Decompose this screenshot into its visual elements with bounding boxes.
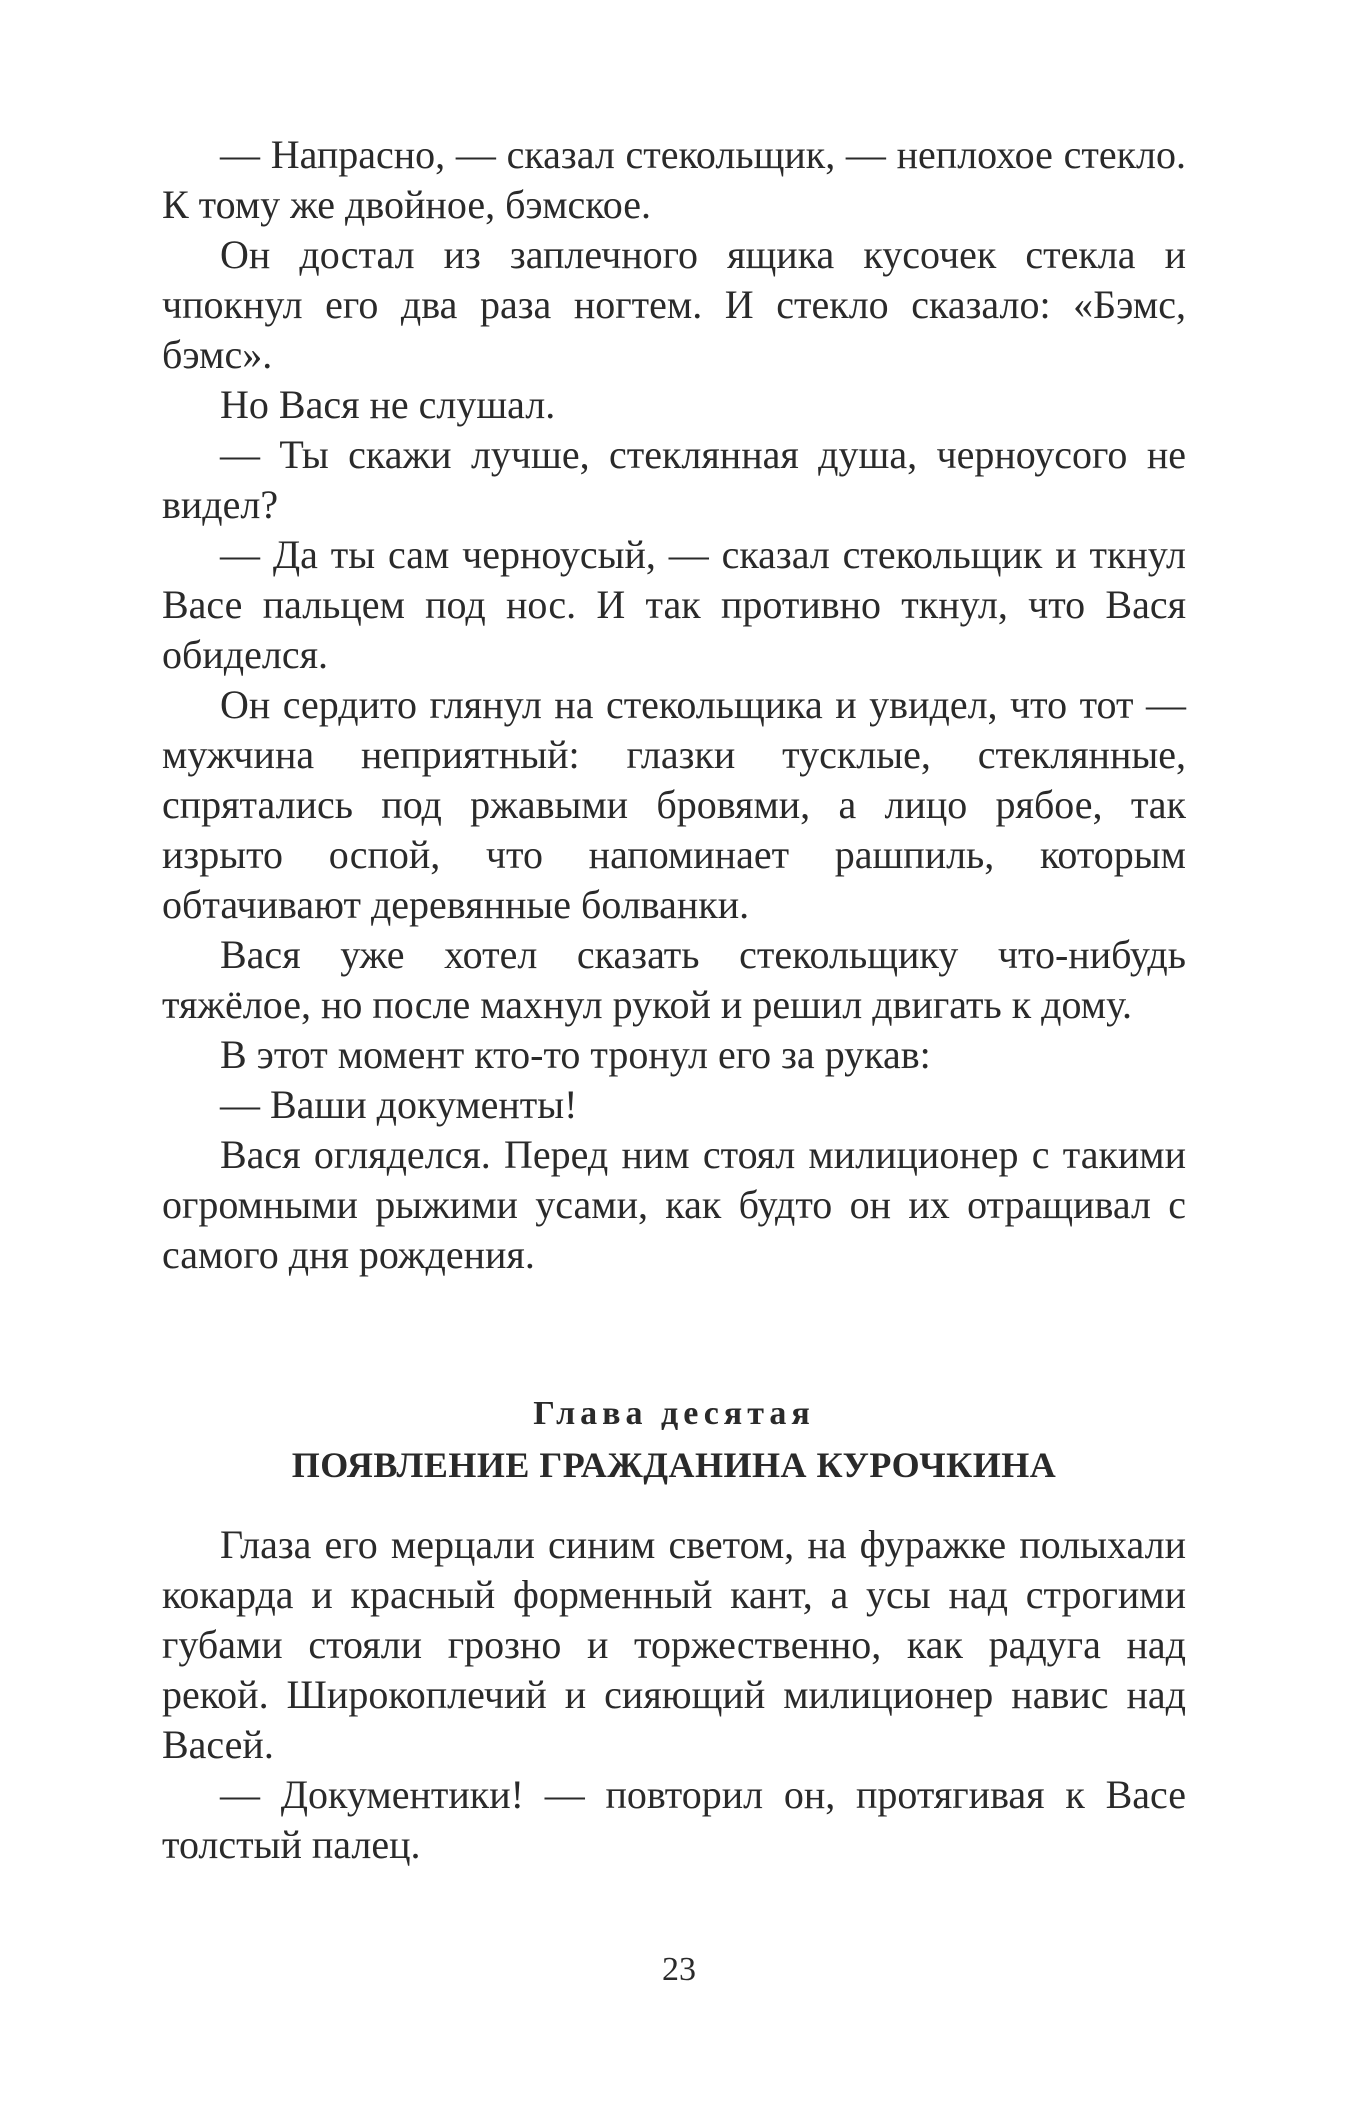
page-number: 23	[662, 1951, 696, 1988]
paragraph: В этот момент кто-то тронул его за рукав:	[220, 1032, 931, 1077]
paragraph: Вася огляделся. Перед ним стоял милиционер с такими огромными рыжими усами, как будто он их отращивал с самого дня рождения.	[162, 1132, 1186, 1277]
page-text	[162, 130, 1186, 1870]
paragraph: — Ты скажи лучше, стеклянная душа, черноусого не видел?	[162, 432, 1186, 527]
paragraph: — Документики! — повторил он, протягивая к Васе толстый палец.	[162, 1772, 1186, 1867]
paragraph: Но Вася не слушал.	[220, 382, 556, 427]
paragraph: — Да ты сам черноусый, — сказал стекольщик и ткнул Васе пальцем под нос. И так противно ткнул, что Вася обиделся.	[162, 532, 1186, 677]
paragraph: Глаза его мерцали синим светом, на фуражке полыхали кокарда и красный форменный кант, а усы над строгими губами стояли грозно и торжественно, как радуга над рекой. Широкоплечий и сияющий милиционер навис над Васей.	[162, 1522, 1186, 1767]
paragraph: Он достал из заплечного ящика кусочек стекла и чпокнул его два раза ногтем. И стекло сказало: «Бэмс, бэмс».	[162, 232, 1186, 377]
section-break	[162, 1280, 1186, 1390]
paragraph: — Ваши документы!	[220, 1082, 578, 1127]
paragraph: Вася уже хотел сказать стекольщику что-нибудь тяжёлое, но после махнул рукой и решил двигать к дому.	[162, 932, 1186, 1027]
paragraph: — Напрасно, — сказал стекольщик, — неплохое стекло. К тому же двойное, бэмское.	[162, 132, 1186, 227]
chapter-label: Глава десятая	[533, 1395, 815, 1432]
chapter-title: ПОЯВЛЕНИЕ ГРАЖДАНИНА КУРОЧКИНА	[291, 1445, 1057, 1485]
paragraph: Он сердито глянул на стекольщика и увидел, что тот — мужчина неприятный: глазки тусклые, стеклянные, спрятались под ржавыми бровями, а лицо рябое, так изрыто оспой, что напоминает рашпиль, которым обтачивают деревянные болванки.	[162, 682, 1186, 927]
